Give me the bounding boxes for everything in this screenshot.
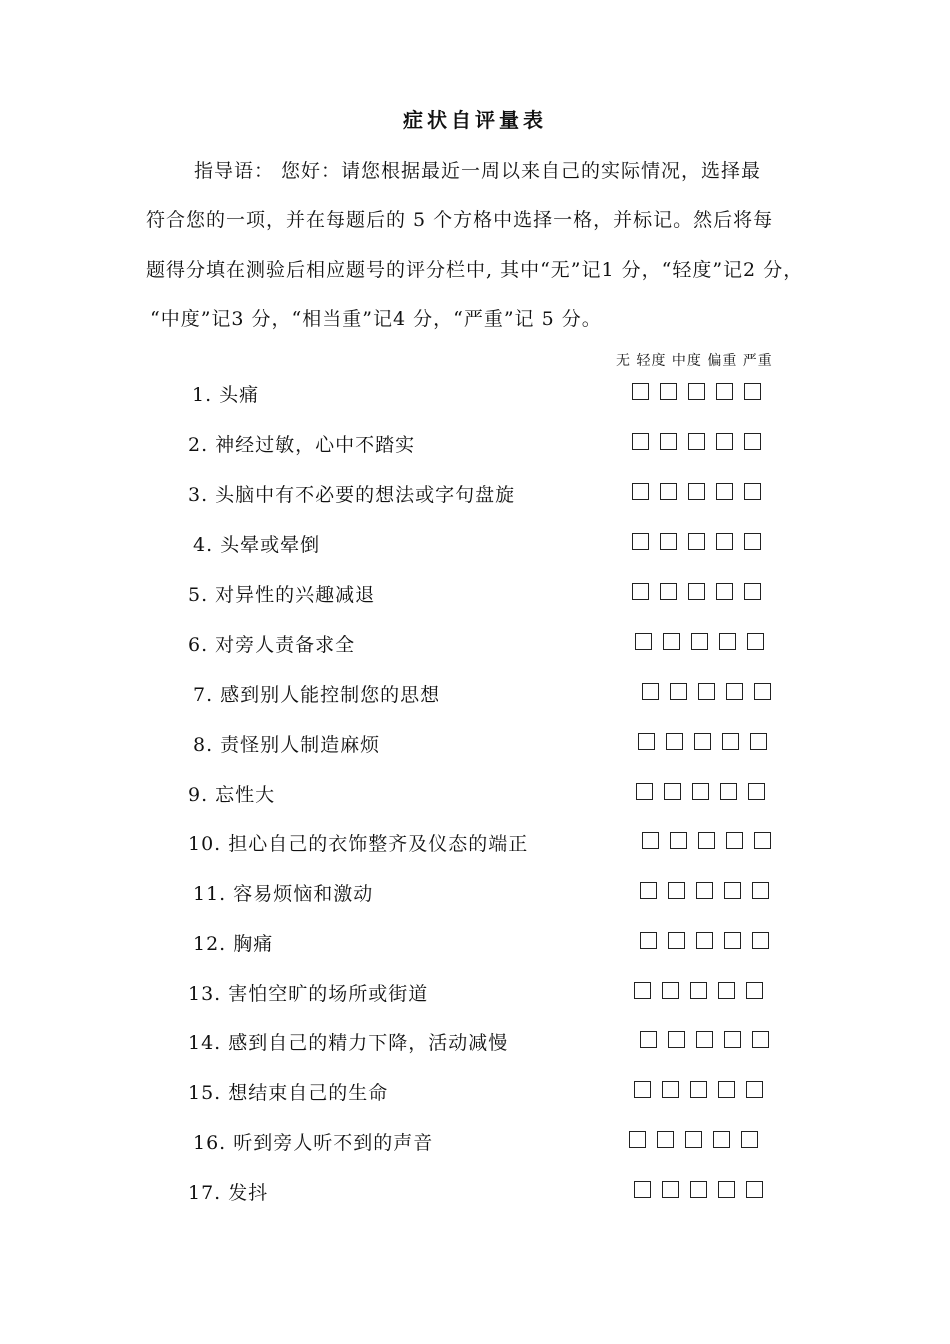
rating-checkbox-moderate[interactable]: [696, 882, 713, 899]
rating-checkbox-none[interactable]: [632, 533, 649, 550]
rating-checkbox-mild[interactable]: [666, 733, 683, 750]
rating-checkbox-none[interactable]: [632, 433, 649, 450]
rating-checkboxes: [634, 1081, 763, 1098]
instructions-line-3: 题得分填在测验后相应题号的评分栏中, 其中“无”记1 分，“轻度”记2 分，: [146, 259, 804, 281]
rating-checkbox-fairly-severe[interactable]: [722, 733, 739, 750]
rating-checkbox-severe[interactable]: [754, 832, 771, 849]
rating-checkbox-severe[interactable]: [744, 433, 761, 450]
rating-checkboxes: [632, 533, 761, 550]
rating-checkbox-mild[interactable]: [670, 683, 687, 700]
item-label: 13. 害怕空旷的场所或街道: [188, 983, 429, 1005]
rating-checkbox-severe[interactable]: [746, 982, 763, 999]
item-label: 1. 头痛: [192, 384, 260, 406]
item-label: 12. 胸痛: [193, 933, 274, 955]
item-label: 10. 担心自己的衣饰整齐及仪态的端正: [188, 833, 529, 855]
rating-checkbox-none[interactable]: [634, 1181, 651, 1198]
rating-checkbox-none[interactable]: [632, 583, 649, 600]
item-label: 17. 发抖: [188, 1182, 269, 1204]
rating-checkbox-mild[interactable]: [660, 583, 677, 600]
rating-checkbox-fairly-severe[interactable]: [716, 383, 733, 400]
item-label: 5. 对异性的兴趣减退: [188, 584, 376, 606]
rating-checkbox-mild[interactable]: [662, 1081, 679, 1098]
rating-checkbox-none[interactable]: [635, 633, 652, 650]
item-label: 8. 责怪别人制造麻烦: [193, 734, 381, 756]
rating-checkboxes: [640, 1031, 769, 1048]
rating-checkbox-fairly-severe[interactable]: [718, 1081, 735, 1098]
rating-checkbox-moderate[interactable]: [692, 783, 709, 800]
rating-checkbox-moderate[interactable]: [690, 1081, 707, 1098]
rating-checkbox-mild[interactable]: [663, 633, 680, 650]
item-label: 6. 对旁人责备求全: [188, 634, 356, 656]
rating-checkbox-severe[interactable]: [744, 383, 761, 400]
questionnaire-item: [0, 879, 950, 919]
questionnaire-item: [0, 1028, 950, 1068]
rating-checkbox-moderate[interactable]: [685, 1131, 702, 1148]
questionnaire-item: [0, 1178, 950, 1218]
rating-checkbox-mild[interactable]: [660, 433, 677, 450]
rating-checkboxes: [640, 932, 769, 949]
item-label: 9. 忘性大: [188, 784, 276, 806]
rating-checkbox-severe[interactable]: [744, 483, 761, 500]
rating-checkbox-fairly-severe[interactable]: [713, 1131, 730, 1148]
rating-checkbox-none[interactable]: [636, 783, 653, 800]
instructions-line-1: 指导语： 您好：请您根据最近一周以来自己的实际情况，选择最: [194, 160, 762, 182]
rating-column-header: 无 轻度 中度 偏重 严重: [616, 353, 773, 369]
rating-checkboxes: [638, 733, 767, 750]
rating-checkbox-fairly-severe[interactable]: [720, 783, 737, 800]
rating-checkbox-moderate[interactable]: [688, 483, 705, 500]
rating-checkbox-none[interactable]: [640, 1031, 657, 1048]
rating-checkbox-severe[interactable]: [754, 683, 771, 700]
rating-checkbox-moderate[interactable]: [696, 1031, 713, 1048]
rating-checkbox-severe[interactable]: [752, 1031, 769, 1048]
questionnaire-item: [0, 380, 950, 420]
rating-checkbox-severe[interactable]: [746, 1181, 763, 1198]
rating-checkbox-none[interactable]: [642, 832, 659, 849]
rating-checkbox-fairly-severe[interactable]: [716, 533, 733, 550]
rating-checkboxes: [634, 1181, 763, 1198]
instructions-line-2: 符合您的一项，并在每题后的 5 个方格中选择一格，并标记。然后将每: [146, 209, 774, 231]
questionnaire-item: [0, 530, 950, 570]
rating-checkboxes: [634, 982, 763, 999]
item-label: 2. 神经过敏，心中不踏实: [188, 434, 416, 456]
rating-checkbox-none[interactable]: [632, 483, 649, 500]
rating-checkbox-none[interactable]: [640, 882, 657, 899]
questionnaire-item: [0, 680, 950, 720]
rating-checkboxes: [640, 882, 769, 899]
questionnaire-item: [0, 829, 950, 869]
rating-checkbox-mild[interactable]: [670, 832, 687, 849]
rating-checkboxes: [635, 633, 764, 650]
rating-checkbox-moderate[interactable]: [694, 733, 711, 750]
rating-checkbox-none[interactable]: [632, 383, 649, 400]
rating-checkbox-none[interactable]: [642, 683, 659, 700]
rating-checkbox-mild[interactable]: [668, 1031, 685, 1048]
questionnaire-item: [0, 630, 950, 670]
rating-checkboxes: [642, 832, 771, 849]
questionnaire-item: [0, 1078, 950, 1118]
rating-checkboxes: [642, 683, 771, 700]
rating-checkbox-mild[interactable]: [668, 932, 685, 949]
rating-checkbox-mild[interactable]: [668, 882, 685, 899]
rating-checkbox-mild[interactable]: [664, 783, 681, 800]
questionnaire-item: [0, 1128, 950, 1168]
rating-checkbox-moderate[interactable]: [691, 633, 708, 650]
rating-checkbox-severe[interactable]: [747, 633, 764, 650]
rating-checkbox-severe[interactable]: [752, 882, 769, 899]
rating-checkbox-none[interactable]: [629, 1131, 646, 1148]
rating-checkbox-severe[interactable]: [741, 1131, 758, 1148]
rating-checkbox-severe[interactable]: [746, 1081, 763, 1098]
rating-checkbox-severe[interactable]: [748, 783, 765, 800]
rating-checkbox-severe[interactable]: [744, 533, 761, 550]
rating-checkbox-severe[interactable]: [752, 932, 769, 949]
rating-checkboxes: [632, 583, 761, 600]
rating-checkbox-fairly-severe[interactable]: [726, 683, 743, 700]
instructions-line-4: “中度”记3 分，“相当重”记4 分，“严重”记 5 分。: [150, 308, 602, 330]
questionnaire-item: [0, 580, 950, 620]
item-label: 11. 容易烦恼和激动: [193, 883, 374, 905]
rating-checkbox-fairly-severe[interactable]: [718, 1181, 735, 1198]
rating-checkboxes: [629, 1131, 758, 1148]
rating-checkboxes: [632, 433, 761, 450]
item-label: 7. 感到别人能控制您的思想: [193, 684, 441, 706]
rating-checkbox-moderate[interactable]: [688, 583, 705, 600]
rating-checkbox-mild[interactable]: [660, 383, 677, 400]
questionnaire-item: [0, 929, 950, 969]
rating-checkbox-mild[interactable]: [662, 982, 679, 999]
rating-checkbox-moderate[interactable]: [698, 683, 715, 700]
item-label: 4. 头晕或晕倒: [193, 534, 321, 556]
rating-checkbox-fairly-severe[interactable]: [718, 982, 735, 999]
rating-checkbox-fairly-severe[interactable]: [719, 633, 736, 650]
item-label: 14. 感到自己的精力下降，活动减慢: [188, 1032, 509, 1054]
rating-checkbox-moderate[interactable]: [698, 832, 715, 849]
rating-checkboxes: [632, 483, 761, 500]
rating-checkboxes: [636, 783, 765, 800]
rating-checkbox-moderate[interactable]: [688, 383, 705, 400]
rating-checkbox-fairly-severe[interactable]: [716, 583, 733, 600]
rating-checkbox-fairly-severe[interactable]: [724, 882, 741, 899]
rating-checkbox-moderate[interactable]: [690, 1181, 707, 1198]
rating-checkbox-mild[interactable]: [662, 1181, 679, 1198]
rating-checkbox-fairly-severe[interactable]: [716, 433, 733, 450]
rating-checkbox-moderate[interactable]: [690, 982, 707, 999]
questionnaire-item: [0, 979, 950, 1019]
rating-checkbox-none[interactable]: [634, 982, 651, 999]
questionnaire-item: [0, 780, 950, 820]
rating-checkbox-fairly-severe[interactable]: [716, 483, 733, 500]
rating-checkboxes: [632, 383, 761, 400]
questionnaire-item: [0, 480, 950, 520]
questionnaire-item: [0, 430, 950, 470]
rating-checkbox-moderate[interactable]: [688, 433, 705, 450]
rating-checkbox-severe[interactable]: [744, 583, 761, 600]
rating-checkbox-fairly-severe[interactable]: [724, 1031, 741, 1048]
rating-checkbox-moderate[interactable]: [696, 932, 713, 949]
rating-checkbox-none[interactable]: [640, 932, 657, 949]
questionnaire-item: [0, 730, 950, 770]
rating-checkbox-none[interactable]: [638, 733, 655, 750]
rating-checkbox-severe[interactable]: [750, 733, 767, 750]
rating-checkbox-none[interactable]: [634, 1081, 651, 1098]
rating-checkbox-mild[interactable]: [657, 1131, 674, 1148]
item-label: 16. 听到旁人听不到的声音: [193, 1132, 434, 1154]
page-title: 症状自评量表: [403, 108, 547, 132]
rating-checkbox-fairly-severe[interactable]: [726, 832, 743, 849]
item-label: 3. 头脑中有不必要的想法或字句盘旋: [188, 484, 516, 506]
rating-checkbox-mild[interactable]: [660, 533, 677, 550]
rating-checkbox-fairly-severe[interactable]: [724, 932, 741, 949]
item-label: 15. 想结束自己的生命: [188, 1082, 389, 1104]
rating-checkbox-moderate[interactable]: [688, 533, 705, 550]
rating-checkbox-mild[interactable]: [660, 483, 677, 500]
